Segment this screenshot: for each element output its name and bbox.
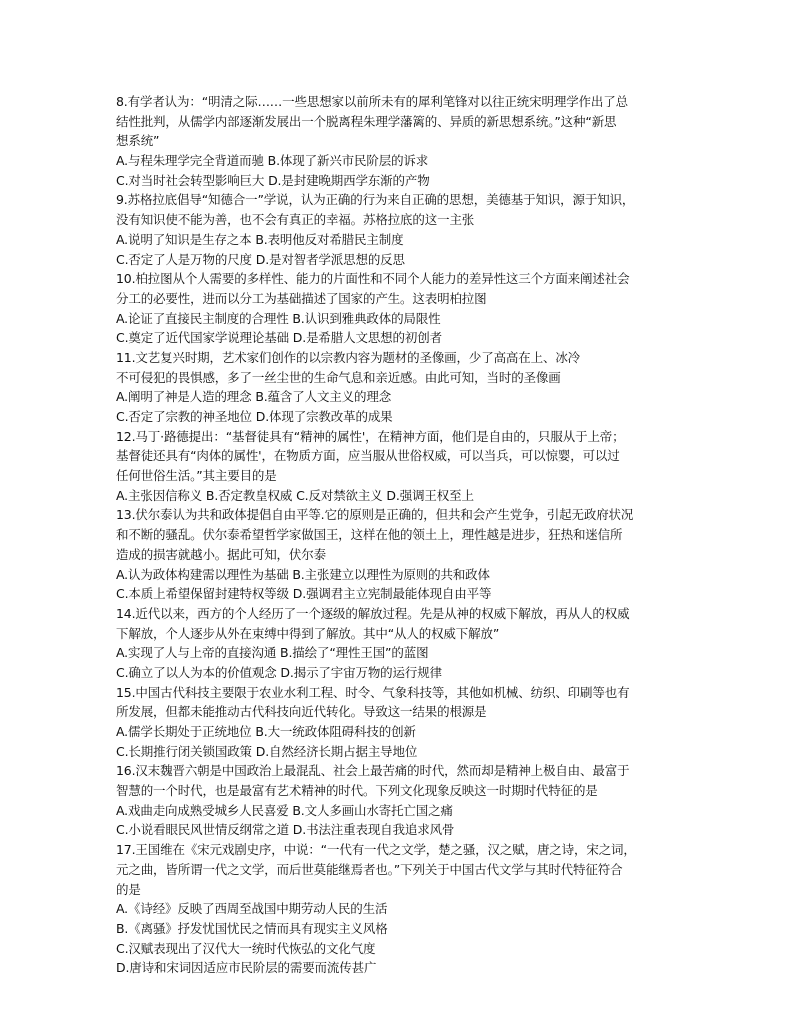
question-text-line: 任何世俗生活。”其主要目的是	[116, 468, 277, 484]
question-10	[116, 269, 686, 348]
answer-options: A.主张因信称义 B.否定教皇权威 C.反对禁欲主义 D.强调王权至上	[116, 487, 474, 503]
question-9	[116, 190, 686, 269]
question-text-line: 11.文艺复兴时期，艺术家们创作的以宗教内容为题材的圣像画，少了高高在上、冰冷	[116, 349, 581, 365]
answer-options: A.戏曲走向成熟受城乡人民喜爱 B.文人多画山水寄托亡国之痛	[116, 802, 453, 818]
question-13	[116, 505, 686, 603]
answer-options: C.奠定了近代国家学说理论基础 D.是希腊人文思想的初创者	[116, 330, 442, 346]
question-text-line: 15.中国古代科技主要限于农业水利工程、时令、气象科技等，其他如机械、纺织、印刷等也有	[116, 684, 630, 700]
question-text-line: 想系统”	[116, 133, 160, 149]
exam-page	[116, 92, 686, 978]
answer-options: A.阐明了神是人造的理念 B.蕴含了人文主义的理念	[116, 389, 392, 405]
answer-options: C.否定了人是万物的尺度 D.是对智者学派思想的反思	[116, 251, 405, 267]
answer-options: C.对当时社会转型影响巨大 D.是封建晚期西学东渐的产物	[116, 172, 430, 188]
answer-option: C.汉赋表现出了汉代大一统时代恢弘的文化气度	[116, 940, 376, 956]
answer-options: C.否定了宗教的神圣地位 D.体现了宗教改革的成果	[116, 409, 393, 424]
question-text-line: 10.柏拉图从个人需要的多样性、能力的片面性和不同个人能力的差异性这三个方面来阐述社会	[116, 271, 630, 287]
question-text-line: 不可侵犯的畏惧感，多了一丝尘世的生命气息和亲近感。由此可知，当时的圣像画	[116, 369, 561, 385]
answer-option: D.唐诗和宋词因适应市民阶层的需要而流传甚广	[116, 960, 377, 976]
question-text-line: 智慧的一个时代，也是最富有艺术精神的时代。下列文化现象反映这一时期时代特征的是	[116, 783, 598, 799]
answer-options: C.确立了以人为本的价值观念 D.揭示了宇宙万物的运行规律	[116, 664, 442, 680]
question-15	[116, 683, 686, 762]
answer-option: B.《离骚》抒发忧国忧民之情而具有现实主义风格	[116, 920, 388, 936]
question-17	[116, 840, 686, 978]
question-text-line: 结性批判，从儒学内部逐渐发展出一个脱离程朱理学藩篱的、异质的新思想系统。”这种“新思	[116, 113, 617, 129]
question-text-line: 12.马丁·路德提出：“基督徒具有“精神的属性'，在精神方面，他们是自由的，只服从于上帝；	[116, 428, 625, 444]
question-text-line: 8.有学者认为：“明清之际……一些思想家以前所未有的犀利笔锋对以往正统宋明理学作出了总	[116, 94, 628, 109]
question-8	[116, 92, 686, 190]
question-text-line: 9.苏格拉底倡导“知德合一”学说，认为正确的行为来自正确的思想，美德基于知识，源于知识，	[116, 192, 635, 208]
question-text-line: 造成的损害就越小。据此可知，伏尔泰	[116, 546, 326, 562]
answer-options: A.实现了人与上帝的直接沟通 B.描绘了“理性王国”的蓝图	[116, 645, 429, 661]
question-text-line: 的是	[116, 881, 141, 897]
question-text-line: 分工的必要性，进而以分工为基础描述了国家的产生。这表明柏拉图	[116, 290, 487, 306]
question-12	[116, 427, 686, 506]
question-16	[116, 761, 686, 840]
question-text-line: 和不断的骚乱。伏尔泰希望哲学家做国王，这样在他的领土上，理性越是进步，狂热和迷信所	[116, 527, 623, 543]
answer-options: C.本质上希望保留封建特权等级 D.强调君主立宪制最能体现自由平等	[116, 586, 492, 602]
answer-options: C.长期推行闭关锁国政策 D.自然经济长期占据主导地位	[116, 743, 418, 759]
question-14	[116, 604, 686, 683]
question-text-line: 13.伏尔泰认为共和政体提倡自由平等.它的原则是正确的，但共和会产生党争，引起无政府状况	[116, 507, 634, 523]
answer-options: A.儒学长期处于正统地位 B.大一统政体阻碍科技的创新	[116, 724, 416, 739]
answer-options: C.小说看眼民风世情反纲常之道 D.书法注重表现自我追求风骨	[116, 822, 455, 838]
answer-options: A.认为政体构建需以理性为基础 B.主张建立以理性为原则的共和政体	[116, 566, 490, 582]
answer-options: A.与程朱理学完全背道而驰 B.体现了新兴市民阶层的诉求	[116, 153, 429, 169]
answer-option: A.《诗经》反映了西周至战国中期劳动人民的生活	[116, 901, 388, 917]
question-text-line: 元之曲，皆所谓一代之文学，而后世莫能继焉者也。”下列关于中国古代文学与其时代特征符合	[116, 861, 623, 877]
answer-options: A.论证了直接民主制度的合理性 B.认识到雅典政体的局限性	[116, 310, 441, 326]
question-text-line: 14.近代以来，西方的个人经历了一个逐级的解放过程。先是从神的权威下解放，再从人的权威	[116, 605, 630, 621]
question-text-line: 基督徒还具有“肉体的属性'，在物质方面，应当服从世俗权威，可以当兵，可以惊婴，可以过	[116, 448, 620, 464]
question-text-line: 16.汉末魏晋六朝是中国政治上最混乱、社会上最苦痛的时代，然而却是精神上极自由、最富于	[116, 763, 630, 779]
question-text-line: 17.王国维在《宋元戏剧史序，中说：“一代有一代之文学，楚之骚，汉之赋，唐之诗，宋之词，	[116, 842, 636, 858]
question-text-line: 没有知识使不能为善，也不会有真正的幸福。苏格拉底的这一主张	[116, 212, 475, 228]
question-text-line: 下解放，个人逐步从外在束缚中得到了解放。其中“从人的权威下解放”	[116, 625, 500, 641]
question-11	[116, 348, 686, 427]
answer-options: A.说明了知识是生存之本 B.表明他反对希腊民主制度	[116, 231, 404, 247]
question-text-line: 所发展，但都未能推动古代科技向近代转化。导致这一结果的根源是	[116, 704, 487, 720]
